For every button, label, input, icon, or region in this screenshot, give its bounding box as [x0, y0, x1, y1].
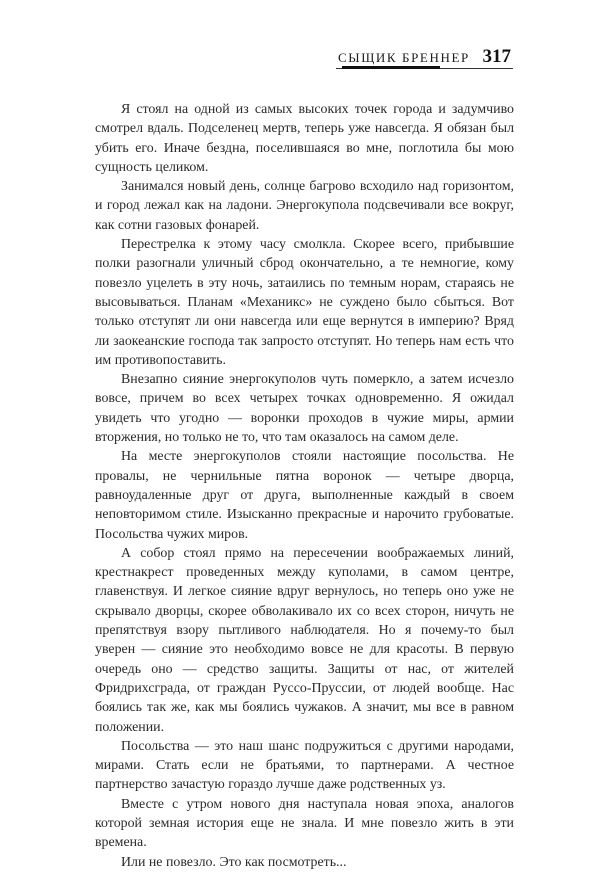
running-title: СЫЩИК БРЕННЕР — [338, 50, 470, 65]
running-header — [336, 44, 513, 74]
paragraph: Или не повезло. Это как посмотреть... — [121, 854, 347, 870]
body-text — [95, 100, 514, 872]
paragraph: На месте энергокуполов стояли настоящие посольства. Не провалы, не чернильные пятна воронок — четыре дворца, равноудаленные друг от друга, выполненные каждый в своем неповторимом стиле. Изысканно прекрасные и нарочито грубоватые. Посольства чужих миров. — [95, 449, 514, 542]
paragraph: Занимался новый день, солнце багрово всходило над горизонтом, и город лежал как на ладони. Энергокупола подсвечивали все вокруг, как сотни газовых фонарей. — [95, 179, 514, 233]
paragraph: А собор стоял прямо на пересечении воображаемых линий, крестнакрест проведенных между куполами, в самом центре, главенствуя. И легкое сияние вдруг вернулось, но теперь оно уже не скрывало дворцы, скорее обволакивало их со всех сторон, ничуть не препятствуя взору пытливого наблюдателя. Но я почему-то был уверен — сияние это необходимо вовсе не для красоты. В первую очередь оно — средство защиты. Защиты от нас, от жителей Фридрихсграда, от граждан Руссо-Пруссии, от людей вообще. Нас боялись так же, как мы боялись чужаков. А значит, мы все в равном положении. — [95, 545, 514, 735]
paragraph: Я стоял на одной из самых высоких точек города и задумчиво смотрел вдаль. Подселенец мертв, теперь уже навсегда. Я обязан был убить его. Иначе бездна, поселившаяся во мне, поглотила бы мою сущность целиком. — [95, 102, 514, 175]
paragraph: Перестрелка к этому часу смолкла. Скорее всего, прибывшие полки разогнали уличный сброд окончательно, а те немногие, кому повезло уцелеть в эту ночь, затаились по темным норам, стараясь не высовываться. Планам «Механикс» не суждено было сбыться. Вот только отступят ли они навсегда или еще вернутся в империю? Вряд ли заокеанские господа так запросто отступят. Но теперь нам есть что им противопоставить. — [95, 237, 514, 368]
header-rule-accent — [342, 66, 440, 69]
paragraph: Внезапно сияние энергокуполов чуть померкло, а затем исчезло вовсе, причем во всех четырех точках одновременно. Я ожидал увидеть что угодно — воронки проходов в чужие миры, армии вторжения, но только не то, что там оказалось на самом деле. — [95, 372, 514, 446]
paragraph: Вместе с утром нового дня наступала новая эпоха, аналогов которой земная история еще не знала. И мне повезло жить в эти времена. — [95, 796, 514, 851]
page-number: 317 — [482, 46, 511, 67]
paragraph: Посольства — это наш шанс подружиться с другими народами, мирами. Стать если не братьями, то партнерами. А честное партнерство зачастую гораздо лучше даже родственных уз. — [95, 738, 514, 793]
